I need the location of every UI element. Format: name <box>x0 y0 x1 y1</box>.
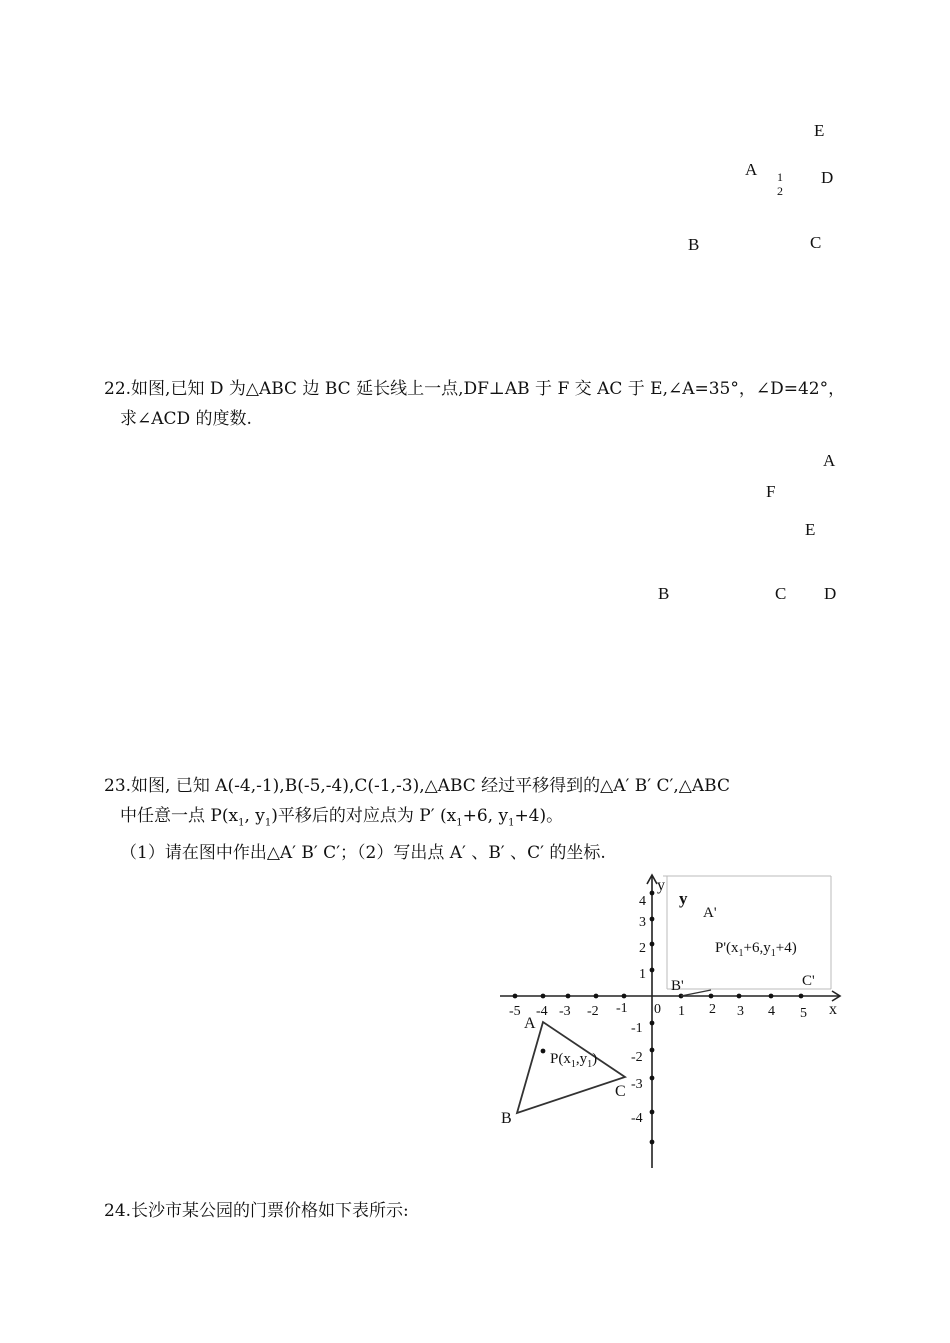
x-tick-label: 4 <box>768 1004 775 1019</box>
label-A: A <box>823 451 836 470</box>
coordinate-figure <box>495 870 850 1175</box>
label-D: D <box>821 168 834 187</box>
label-C: C <box>810 233 822 252</box>
label-c: C <box>615 1083 626 1100</box>
label-B: B <box>658 584 670 603</box>
label-p: $P(x_1,y_1)$ <box>550 1051 598 1070</box>
x-tick-label: 3 <box>737 1004 744 1019</box>
label-E: E <box>814 121 825 140</box>
origin-label: 0 <box>654 1002 661 1017</box>
question-23-line2: 中任意一点 $P(x_1$, $y_1$)平移后的对应点为 P′ ($x_1+6$, $y_1+4$)。 <box>120 806 564 829</box>
x-tick-label: -1 <box>616 1001 628 1016</box>
x-tick-label: -4 <box>536 1004 548 1019</box>
label-B: B <box>688 235 700 254</box>
label-C: C <box>775 584 787 603</box>
question-23 <box>104 771 730 868</box>
x-tick-label: -3 <box>559 1004 571 1019</box>
x-tick-label: 1 <box>678 1004 685 1019</box>
label-a-prime: A' <box>703 905 717 921</box>
y-tick-label: 1 <box>639 967 646 982</box>
label-F: F <box>766 482 776 501</box>
label-A: A <box>745 160 758 179</box>
label-a: A <box>524 1015 536 1032</box>
question-22-line2: 求∠ACD 的度数. <box>120 409 252 429</box>
y-tick-label: 3 <box>639 915 646 930</box>
angle-1-label: 1 <box>777 170 783 184</box>
y-tick-label: -1 <box>631 1021 643 1036</box>
segment-b-prime <box>681 990 711 996</box>
label-c-prime: C' <box>802 973 815 989</box>
label-E: E <box>805 520 816 539</box>
question-23-line1: 23.如图, 已知 A(-4,-1),B(-5,-4),C(-1,-3),△ABC 经过平移得到的△A′ B′ C′,△ABC <box>104 776 730 796</box>
y-tick-label: 2 <box>639 941 646 956</box>
point-p-dot <box>541 1049 546 1054</box>
label-b: B <box>501 1110 512 1127</box>
question-24 <box>104 1196 409 1226</box>
label-D: D <box>824 584 837 603</box>
question-22-line1: 22.如图,已知 D 为△ABC 边 BC 延长线上一点,DF⊥AB 于 F 交 AC 于 E,∠A=35°，∠D=42°， <box>104 379 846 399</box>
y-tick-label: -4 <box>631 1111 643 1126</box>
x-tick-label: -5 <box>509 1004 521 1019</box>
label-p-prime: $P'(x_1+6,y_1+4)$ <box>715 940 797 959</box>
question-23-line3: （1）请在图中作出△A′ B′ C′；（2）写出点 A′ 、B′ 、C′ 的坐标. <box>120 843 606 864</box>
x-tick-label: 2 <box>709 1002 716 1017</box>
label-b-prime: B' <box>671 978 684 994</box>
y-label-inner: y <box>679 889 688 908</box>
x-tick-label: -2 <box>587 1004 599 1019</box>
y-tick-label: -3 <box>631 1077 643 1092</box>
question-22 <box>104 374 845 434</box>
y-tick-label: 4 <box>639 894 646 909</box>
x-axis-label: x <box>829 1001 837 1018</box>
x-tick-label: 5 <box>800 1006 807 1021</box>
angle-2-label: 2 <box>777 184 783 198</box>
y-axis-label: y <box>657 877 665 894</box>
question-24-line1: 24.长沙市某公园的门票价格如下表所示: <box>104 1201 409 1221</box>
y-tick-label: -2 <box>631 1050 643 1065</box>
